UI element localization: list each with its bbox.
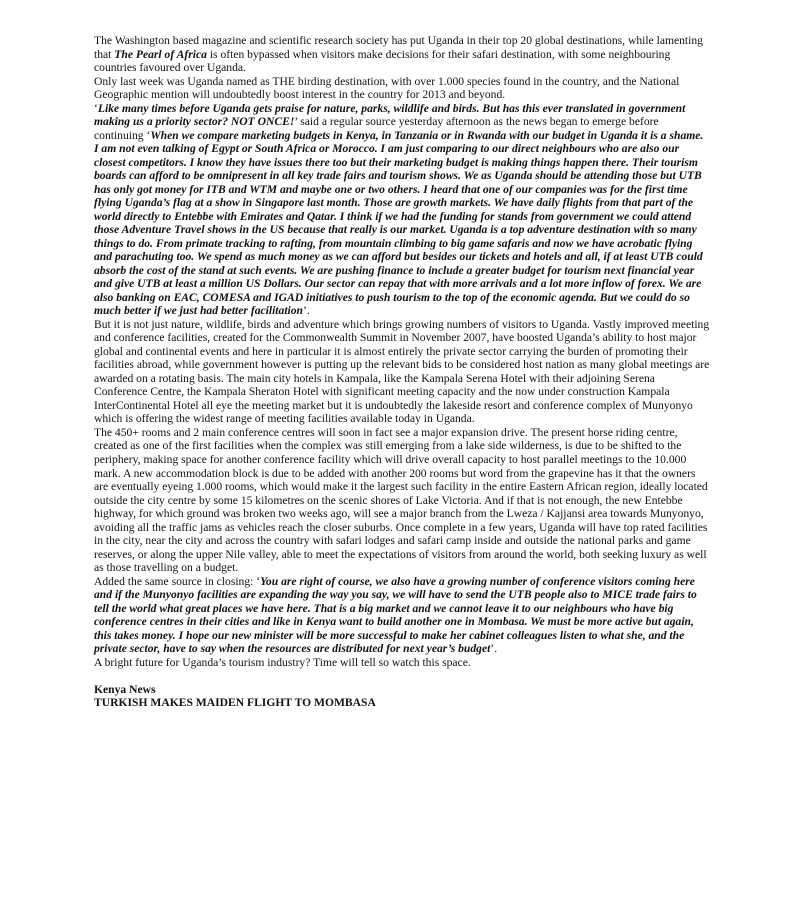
quote-marketing-budget: When we compare marketing budgets in Kenya, in Tanzania or in Rwanda with our budget in Uganda it is a shame. I am not even talking of Egypt or South Africa or Morocco. I am just comparing to our direct neighbours who are also our closest competitors. I know they have issues there too but their marketing budget is making things happen there. Their tourism boards can afford to be omnipresent in all key trade fairs and tourism shows. We as Uganda should be attending those but UTB has only got money for ITB and WTM and maybe one or two others. I heard that one of our companies was for the first time flying Uganda’s flag at a show in Singapore last month. Those are growth markets. We have daily flights from that part of the world directly to Entebbe with Emirates and Qatar. I think if we had the funding for stands from government we could attend those Adventure Travel shows in the US because that really is our market. Uganda is a top adventure destination with so many things to do. From primate tracking to rafting, from mountain climbing to big game safaris and now we have acrobatic flying and parachuting too. We spend as much money as we can afford but besides our tickets and hotels and all, if at least UTB could absorb the cost of the stand at such events. We are pushing finance to include a greater budget for tourism next financial year and give UTB at least a million US Dollars. Our sector can repay that with more arrivals and a lot more inflow of forex. We are also banking on EAC, COMESA and IGAD initiatives to push tourism to the top of the economic agenda. But we could do so much better if we just had better facilitation (94, 128, 704, 318)
intro-text-end: is often bypassed when visitors make decisions for their safari destination, with some neighbouring countries favoured over Uganda. (94, 47, 671, 75)
pearl-of-africa-phrase: The Pearl of Africa (114, 47, 207, 61)
document-page (94, 34, 710, 710)
quote-close: ’. (303, 304, 310, 318)
paragraph-munyonyo-expansion: The 450+ rooms and 2 main conference centres will soon in fact see a major expansion drive. The present horse riding centre, created as one of the first facilities when the complex was still emerging from a lake side wilderness, is due to be shifted to the periphery, making space for another conference facility which will drive overall capacity to host parallel meetings to the 10.000 mark. A new accommodation block is due to be added with another 200 rooms but word from the grapevine has it that the owners are eventually eyeing 1.000 rooms, which would make it the largest such facility in the entire Eastern African region, ideally located outside the city centre by some 15 kilometres on the scenic shores of Lake Victoria. And if that is not enough, the new Entebbe highway, for which ground was broken two weeks ago, will see a major branch from the Lweza / Kajjansi area towards Munyonyo, avoiding all the traffic jams as vehicles reach the closer suburbs. Once complete in a few years, Uganda will have top rated facilities in the city, near the city and across the country with safari lodges and safari camp inside and outside the national parks and game reserves, or along the upper Nile valley, able to meet the expectations of visitors from around the world, both seeking luxury as well as those travelling on a budget. (94, 425, 708, 575)
paragraph-source-quote (94, 102, 710, 318)
quote-attribution: ’ said a regular source yesterday afternoon as the news began to emerge before continuing ‘ (94, 115, 659, 142)
closing-attribution: Added the same source in closing: ‘ (94, 574, 261, 588)
section-label: Kenya News (94, 682, 156, 696)
quote-mice: You are right of course, we also have a growing number of conference visitors coming here and if the Munyonyo facilities are expanding the way you say, we will have to send the UTB people also to MICE trade fairs to tell the world what great places we have here. That is a big market and we cannot leave it to our neighbours who have big conference centres in their cities and like in Kenya want to build another one in Mombasa. We must be more active but again, this takes money. I hope our new minister will be more successful to make her cabinet colleagues listen to what she, and the private sector, have to say when the resources are distributed for next year’s budget (94, 574, 697, 656)
paragraph-conference-facilities: But it is not just nature, wildlife, birds and adventure which brings growing numbers of visitors to Uganda. Vastly improved meeting and conference facilities, created for the Commonwealth Summit in November 2007, have boosted Uganda’s ability to host major global and continental events and here in particular it is almost entirely the private sector carrying the burden of promoting their facilities abroad, while government however is putting up the relevant bids to be considered host nation as many global meetings are awarded on a rotating basis. The main city hotels in Kampala, like the Kampala Serena Hotel with their adjoining Serena Conference Centre, the Kampala Sheraton Hotel with significant meeting capacity and the now under construction Kampala InterContinental Hotel all eye the meeting market but it is undoubtedly the lakeside resort and conference complex of Munyonyo which is offering the widest range of meeting facilities available today in Uganda. (94, 317, 710, 426)
paragraph-intro (94, 34, 710, 75)
closing-quote-end: ’. (490, 642, 498, 656)
section-spacer (94, 669, 710, 683)
paragraph-closing-quote (94, 575, 710, 656)
section-headline: TURKISH MAKES MAIDEN FLIGHT TO MOMBASA (94, 696, 376, 710)
intro-text-start: The Washington based magazine and scientific research society has put Uganda in their top 20 global destinations, while lamenting that (94, 34, 703, 61)
open-quote: ‘ (94, 101, 98, 115)
quote-praise: Like many times before Uganda gets praise for nature, parks, wildlife and birds. But has this ever translated in government making us a priority sector? NOT ONCE! (94, 101, 686, 129)
paragraph-birding: Only last week was Uganda named as THE birding destination, with over 1.000 species found in the country, and the National Geographic mention will undoubtedly boost interest in the country for 2013 and beyond. (94, 74, 680, 102)
paragraph-outlook: A bright future for Uganda’s tourism industry? Time will tell so watch this space. (94, 655, 471, 669)
